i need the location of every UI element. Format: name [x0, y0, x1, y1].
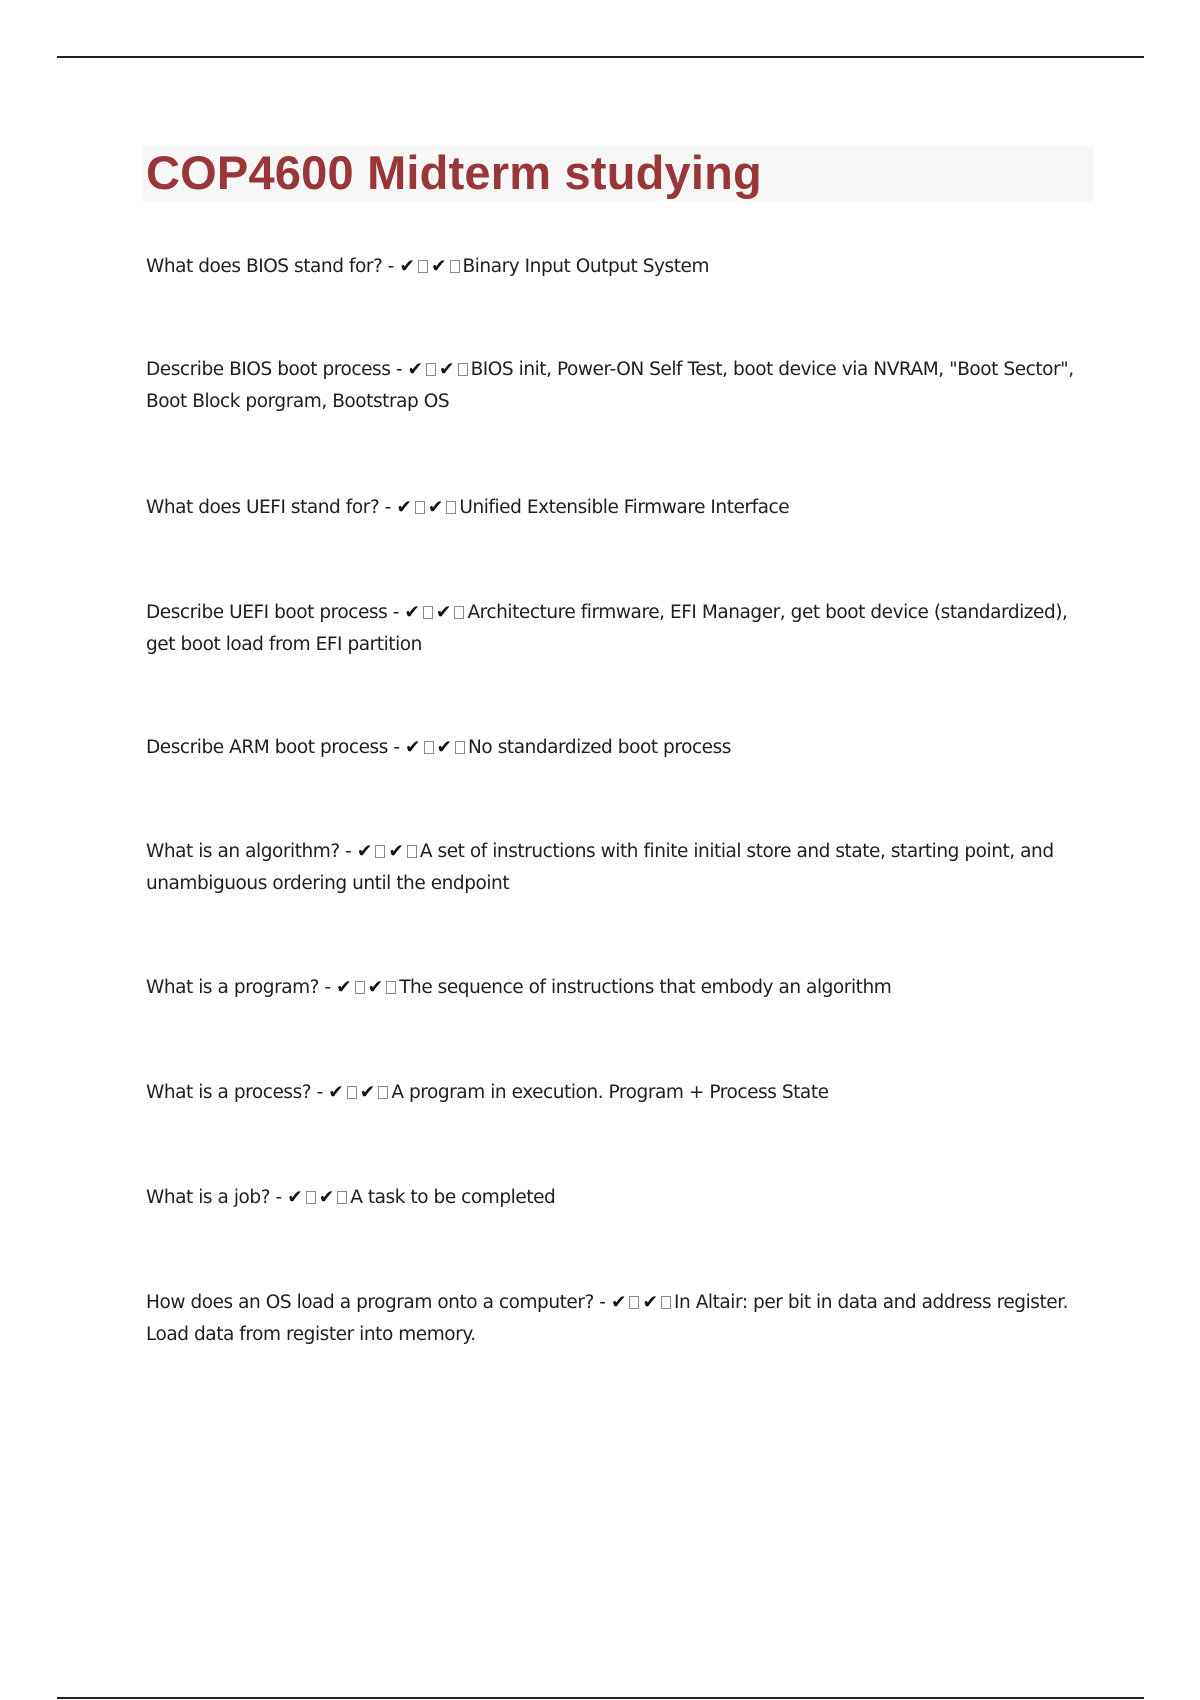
- empty-box-icon: [629, 1296, 639, 1309]
- empty-box-icon: [455, 741, 465, 754]
- separator: -: [319, 977, 337, 998]
- separator: -: [390, 359, 408, 380]
- check-icon: ✔: [435, 602, 452, 623]
- question-text: Describe UEFI boot process: [146, 602, 388, 623]
- question-text: Describe ARM boot process: [146, 737, 388, 758]
- answer-text: Unified Extensible Firmware Interface: [459, 497, 790, 518]
- top-rule: [57, 56, 1144, 58]
- check-icon: ✔: [388, 841, 404, 862]
- check-icon: ✔: [328, 1082, 344, 1103]
- check-icon: ✔: [336, 977, 352, 998]
- empty-box-icon: [418, 260, 428, 273]
- empty-box-icon: [337, 1191, 347, 1204]
- answer-text: A task to be completed: [350, 1187, 556, 1208]
- answer-text: The sequence of instructions that embody an algorithm: [399, 977, 892, 998]
- qa-item: [146, 972, 1096, 1004]
- bottom-rule: [57, 1697, 1144, 1699]
- separator: -: [379, 497, 397, 518]
- check-icon: ✔: [407, 359, 424, 380]
- separator: -: [387, 602, 405, 623]
- question-text: What is an algorithm?: [146, 841, 340, 862]
- check-icon: ✔: [439, 359, 455, 380]
- qa-item: [146, 1077, 1096, 1109]
- separator: -: [593, 1292, 611, 1313]
- qa-item: [146, 1287, 1096, 1351]
- question-text: What does BIOS stand for?: [146, 256, 383, 277]
- empty-box-icon: [347, 1086, 357, 1099]
- question-text: How does an OS load a program onto a computer?: [146, 1292, 594, 1313]
- empty-box-icon: [458, 363, 468, 376]
- qa-item: [146, 492, 1096, 524]
- check-icon: ✔: [287, 1187, 303, 1208]
- check-icon: ✔: [396, 497, 412, 518]
- answer-text: A set of instructions with finite initial store and state, starting point, and unambiguous ordering until the endpoint: [146, 841, 1054, 894]
- separator: -: [311, 1082, 329, 1103]
- separator: -: [339, 841, 357, 862]
- empty-box-icon: [446, 501, 456, 514]
- empty-box-icon: [426, 363, 436, 376]
- empty-box-icon: [424, 741, 434, 754]
- question-text: Describe BIOS boot process: [146, 359, 391, 380]
- qa-item: [146, 251, 1096, 283]
- check-icon: ✔: [405, 737, 421, 758]
- check-icon: ✔: [436, 737, 453, 758]
- answer-text: Architecture firmware, EFI Manager, get boot device (standardized), get boot load from EFI partition: [146, 602, 1068, 655]
- empty-box-icon: [378, 1086, 388, 1099]
- check-icon: ✔: [399, 256, 415, 277]
- empty-box-icon: [423, 606, 433, 619]
- qa-item: [146, 597, 1096, 661]
- question-text: What is a job?: [146, 1187, 271, 1208]
- separator: -: [270, 1187, 288, 1208]
- separator: -: [387, 737, 405, 758]
- answer-text: Binary Input Output System: [462, 256, 710, 277]
- document-title: COP4600 Midterm studying: [146, 146, 762, 199]
- check-icon: ✔: [356, 841, 373, 862]
- question-text: What is a process?: [146, 1082, 312, 1103]
- check-icon: ✔: [318, 1187, 335, 1208]
- qa-item: [146, 732, 1096, 764]
- check-icon: ✔: [427, 497, 444, 518]
- answer-text: No standardized boot process: [468, 737, 731, 758]
- empty-box-icon: [355, 981, 365, 994]
- empty-box-icon: [415, 501, 425, 514]
- qa-item: [146, 354, 1096, 418]
- check-icon: ✔: [610, 1292, 627, 1313]
- empty-box-icon: [386, 981, 396, 994]
- check-icon: ✔: [404, 602, 420, 623]
- check-icon: ✔: [430, 256, 447, 277]
- empty-box-icon: [375, 845, 385, 858]
- qa-item: [146, 1182, 1096, 1214]
- check-icon: ✔: [359, 1082, 376, 1103]
- empty-box-icon: [454, 606, 464, 619]
- qa-item: [146, 836, 1096, 900]
- empty-box-icon: [306, 1191, 316, 1204]
- separator: -: [382, 256, 400, 277]
- check-icon: ✔: [642, 1292, 658, 1313]
- answer-text: In Altair: per bit in data and address register. Load data from register into memory.: [146, 1292, 1069, 1345]
- question-text: What does UEFI stand for?: [146, 497, 380, 518]
- check-icon: ✔: [367, 977, 384, 998]
- question-text: What is a program?: [146, 977, 320, 998]
- answer-text: A program in execution. Program + Process State: [391, 1082, 829, 1103]
- empty-box-icon: [661, 1296, 671, 1309]
- empty-box-icon: [450, 260, 460, 273]
- empty-box-icon: [407, 845, 417, 858]
- answer-text: BIOS init, Power-ON Self Test, boot device via NVRAM, "Boot Sector", Boot Block porgram, Bootstrap OS: [146, 359, 1074, 412]
